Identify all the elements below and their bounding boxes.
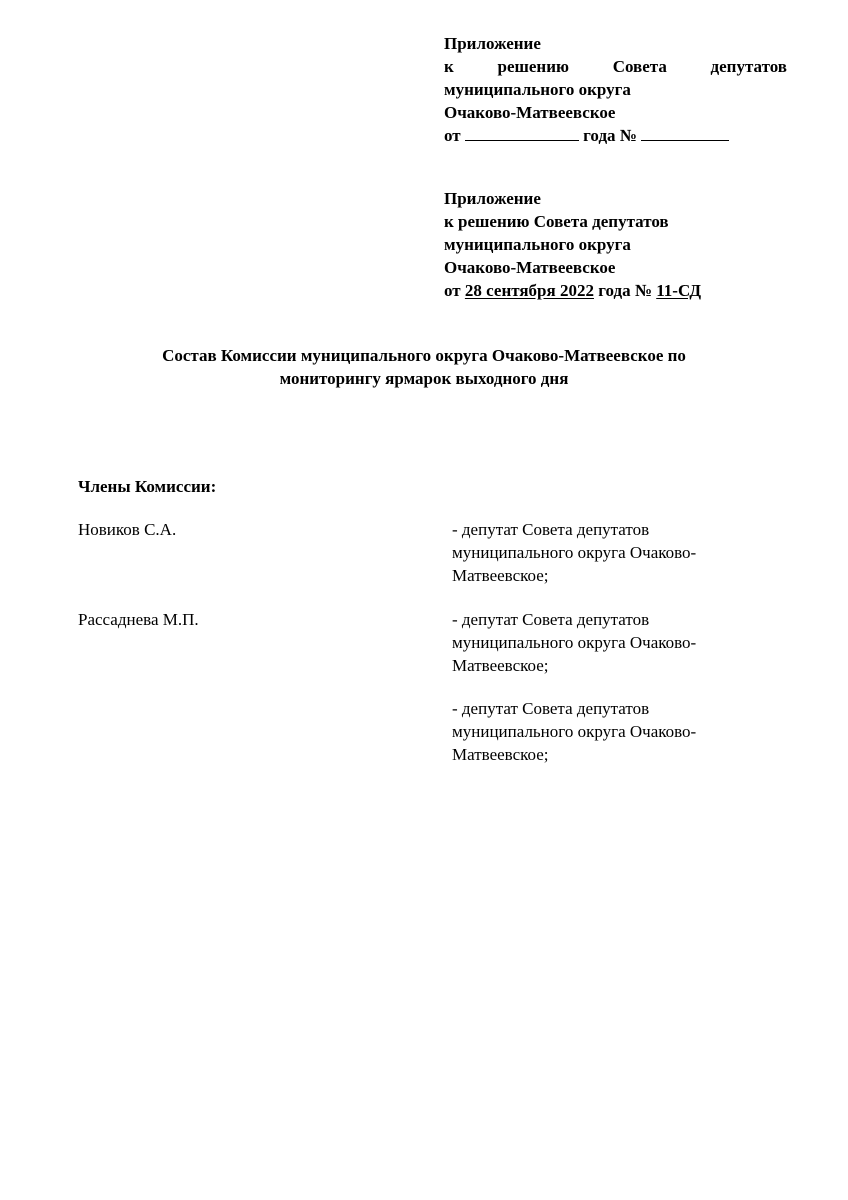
member-name-1: Новиков С.А.: [78, 520, 177, 539]
member-description-3: [452, 697, 752, 766]
appendix-template-line2: [444, 55, 787, 78]
appendix-template-word-1: к: [444, 57, 454, 76]
member-description-line: - депутат Совета депутатов: [452, 610, 650, 629]
appendix-filled-line2: к решению Совета депутатов: [444, 212, 669, 231]
appendix-template-block: [444, 32, 787, 147]
appendix-template-word-3: Совета: [612, 57, 667, 76]
appendix-template-word-4: депутатов: [710, 57, 787, 76]
member-description-line: муниципального округа Очаково-: [452, 543, 697, 562]
date-blank-line: [465, 124, 579, 141]
appendix-filled-date-value: 28 сентября 2022: [464, 281, 594, 300]
document-title-line2: мониторингу ярмарок выходного дня: [279, 369, 569, 388]
appendix-template-date-line: [444, 124, 787, 147]
appendix-filled-date-mid: года №: [598, 281, 652, 300]
member-description-line: Матвеевское;: [452, 656, 549, 675]
appendix-template-date-prefix: от: [444, 126, 461, 145]
appendix-filled-date-line: [444, 279, 787, 302]
member-description-line: муниципального округа Очаково-: [452, 722, 697, 741]
appendix-template-heading: Приложение: [444, 34, 541, 53]
member-description-line: Матвеевское;: [452, 566, 549, 585]
member-description-line: - депутат Совета депутатов: [452, 520, 650, 539]
member-name-2: Рассаднева М.П.: [78, 610, 199, 629]
appendix-filled-number-value: 11-СД: [656, 281, 702, 300]
appendix-template-line4: Очаково-Матвеевское: [444, 103, 616, 122]
member-description-line: Матвеевское;: [452, 745, 549, 764]
appendix-template-word-2: решению: [497, 57, 569, 76]
member-description-line: - депутат Совета депутатов: [452, 699, 650, 718]
document-title: [100, 344, 748, 390]
appendix-template-line3: муниципального округа: [444, 80, 631, 99]
appendix-filled-block: [444, 187, 787, 302]
appendix-filled-date-prefix: от: [444, 281, 461, 300]
member-description-1: [452, 518, 752, 587]
members-heading: Члены Комиссии:: [78, 477, 217, 496]
appendix-filled-heading: Приложение: [444, 189, 541, 208]
document-title-line1: Состав Комиссии муниципального округа Очаково-Матвеевское по: [162, 346, 686, 365]
number-blank-line: [641, 124, 729, 141]
member-description-line: муниципального округа Очаково-: [452, 633, 697, 652]
appendix-filled-line3: муниципального округа: [444, 235, 631, 254]
member-description-2: [452, 608, 752, 677]
appendix-template-date-mid: года №: [583, 126, 637, 145]
appendix-filled-line4: Очаково-Матвеевское: [444, 258, 616, 277]
